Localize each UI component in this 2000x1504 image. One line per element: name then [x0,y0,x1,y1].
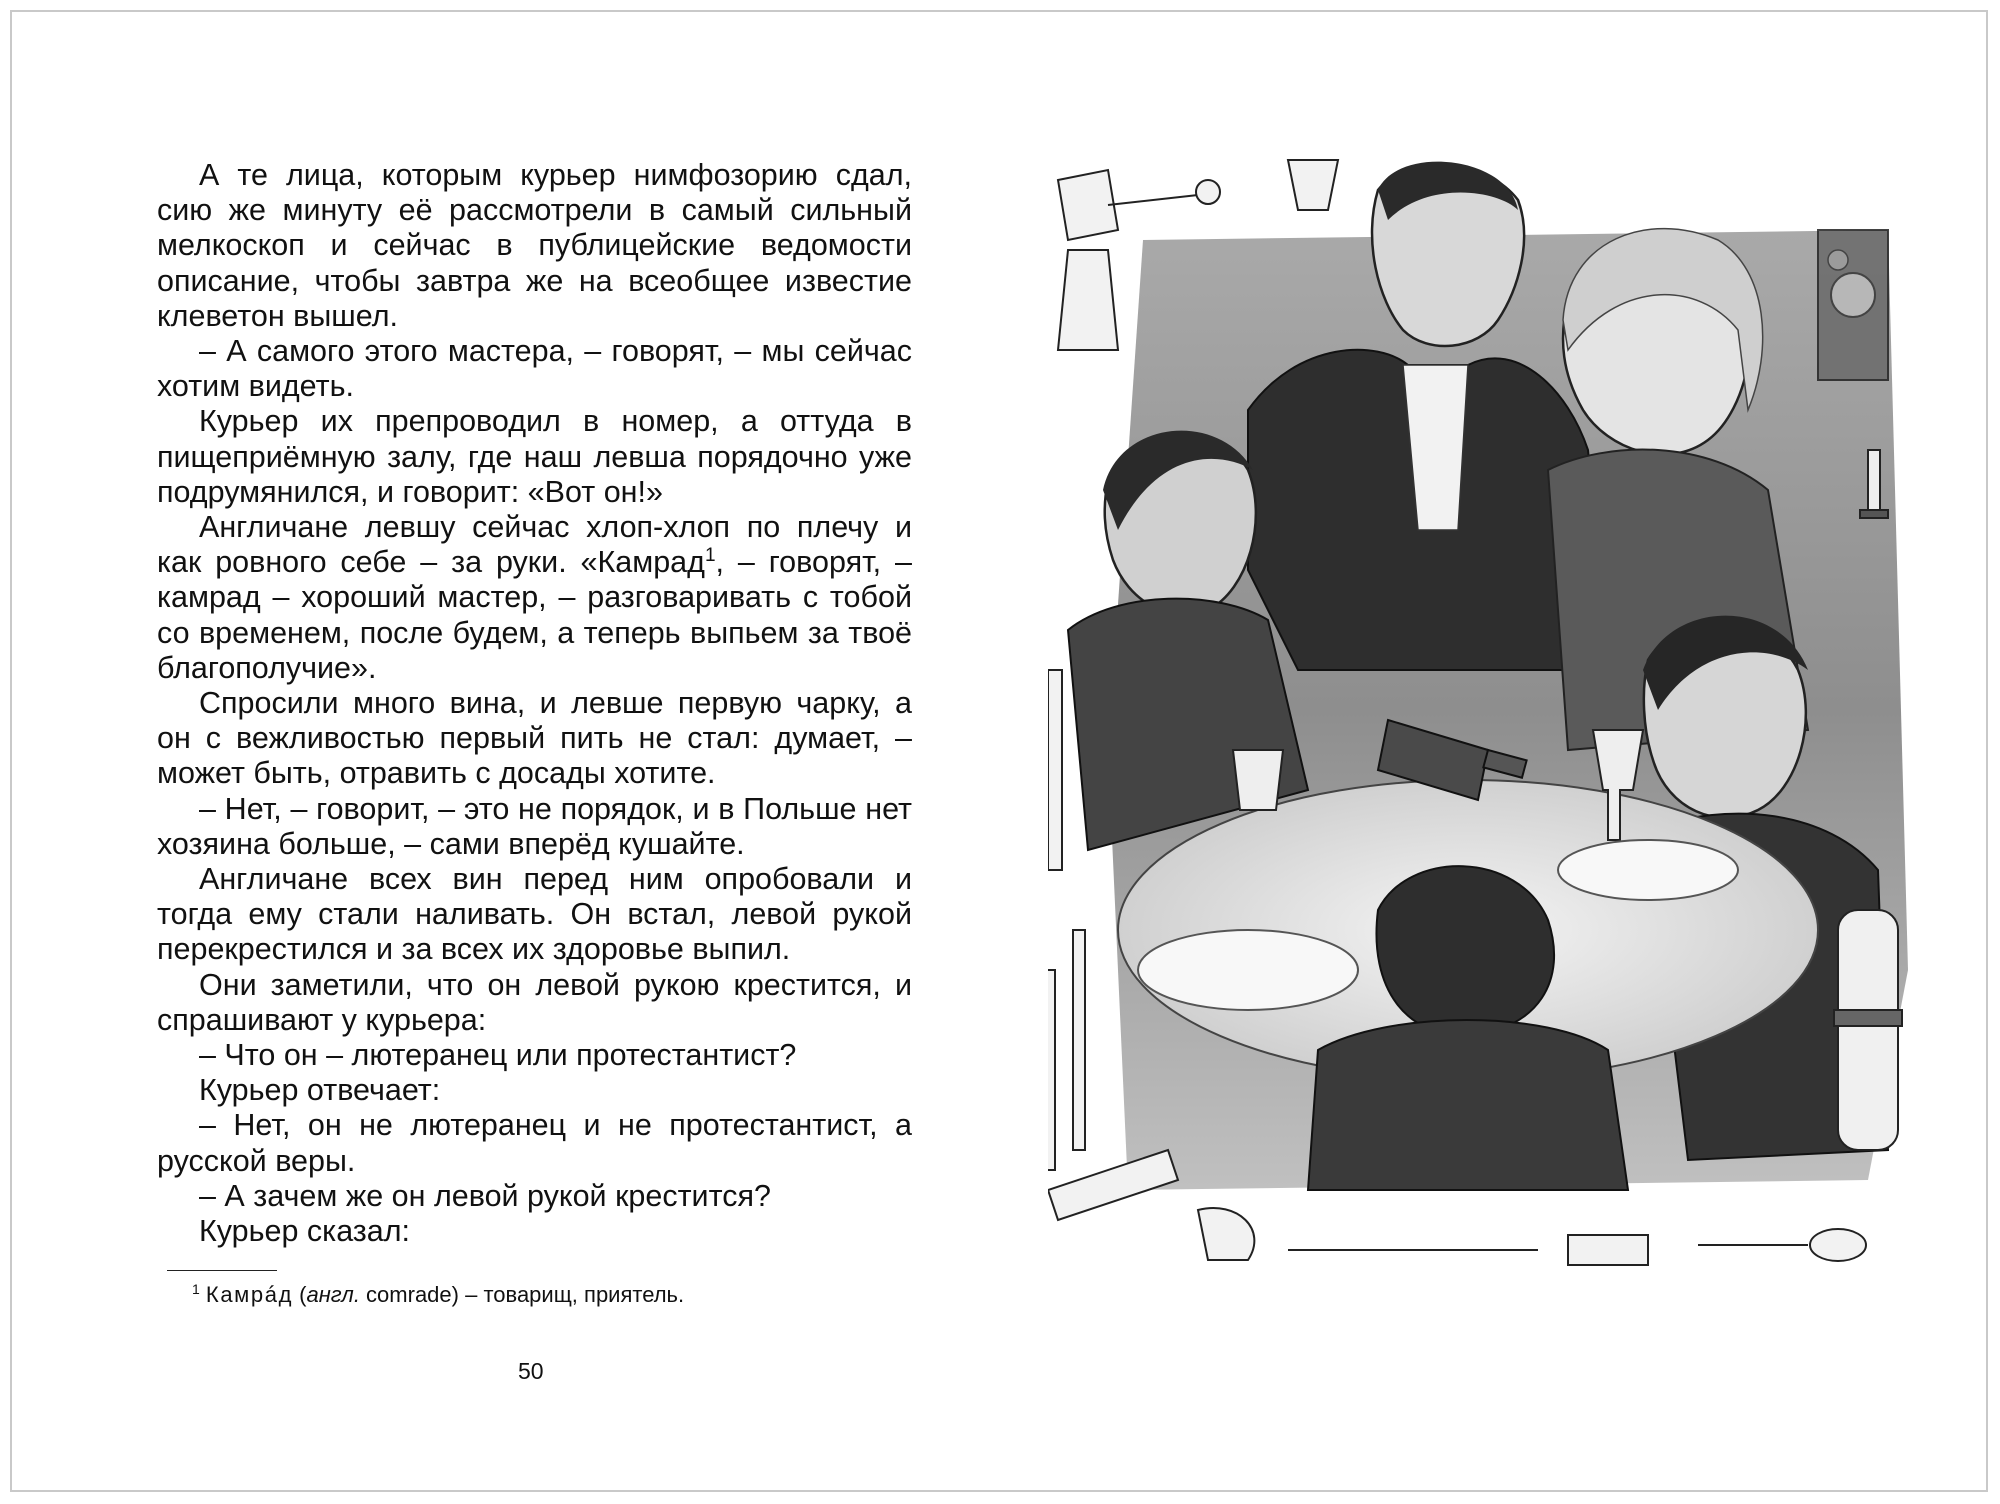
paragraph: Курьер отвечает: [199,1073,441,1108]
footnote-paren: ( [293,1282,307,1307]
icon-painting [1818,230,1888,380]
paragraph: Курьер сказал: [199,1214,411,1249]
illustration-feast-scene [1048,150,1918,1290]
paragraph: – Что он – лютеранец или протестантист? [199,1038,797,1073]
napkin-right [1834,910,1902,1150]
footnote-divider [167,1270,277,1271]
paragraph-text: , – говорят, – камрад – хороший мастер, – разговаривать с тобой со временем, после будем, а теперь выпьем за твоё благополучие». [157,545,912,685]
illustration-drawing [1048,150,1918,1290]
page-number: 50 [518,1358,544,1384]
main-text [157,158,912,1249]
paragraph: – А зачем же он левой рукой крестится? [199,1178,771,1213]
paragraph-text: Англичане левшу сейчас хлоп-хлоп по плечу и как ровного себе – за руки. «Камрад [157,510,912,580]
paragraph-with-footnote-ref [157,510,912,686]
footnote-mark: 1 [192,1281,200,1297]
footnote-term: Камрáд [205,1282,294,1307]
footnote-definition: – товарищ, приятель. [458,1282,685,1307]
paragraph: Курьер их препроводил в номер, а оттуда в пищеприёмную залу, где наш левша порядочно уже подрумянился, и говорит: «Вот он!» [157,404,912,509]
paragraph: – А самого этого мастера, – говорят, – мы сейчас хотим видеть. [157,334,912,404]
paragraph: – Нет, он не лютеранец и не протестантист, а русской веры. [157,1108,912,1178]
paragraph: Они заметили, что он левой рукою крестится, и спрашивают у курьера: [157,967,912,1037]
footnote-reference: 1 [704,545,716,567]
paragraph: А те лица, которым курьер нимфозорию сдал, сию же минуту её рассмотрели в самый сильный мелкоскоп и сейчас в публицейские ведомости описание, чтобы завтра же на всеобщее известие клеветон вышел. [157,158,912,333]
paragraph: Англичане всех вин перед ним опробовали и тогда ему стали наливать. Он встал, левой рукой перекрестился и за всех их здоровье выпил. [157,862,912,967]
footnote [192,1282,684,1308]
paragraph: – Нет, – говорит, – это не порядок, и в Польше нет хозяина больше, – сами вперёд кушайте. [157,791,912,861]
footnote-language: англ. [306,1282,360,1307]
paragraph: Спросили много вина, и левше первую чарку, а он с вежливостью первый пить не стал: думает, – может быть, отравить с досады хотите. [157,686,912,791]
footnote-original-word: comrade) [359,1282,459,1307]
